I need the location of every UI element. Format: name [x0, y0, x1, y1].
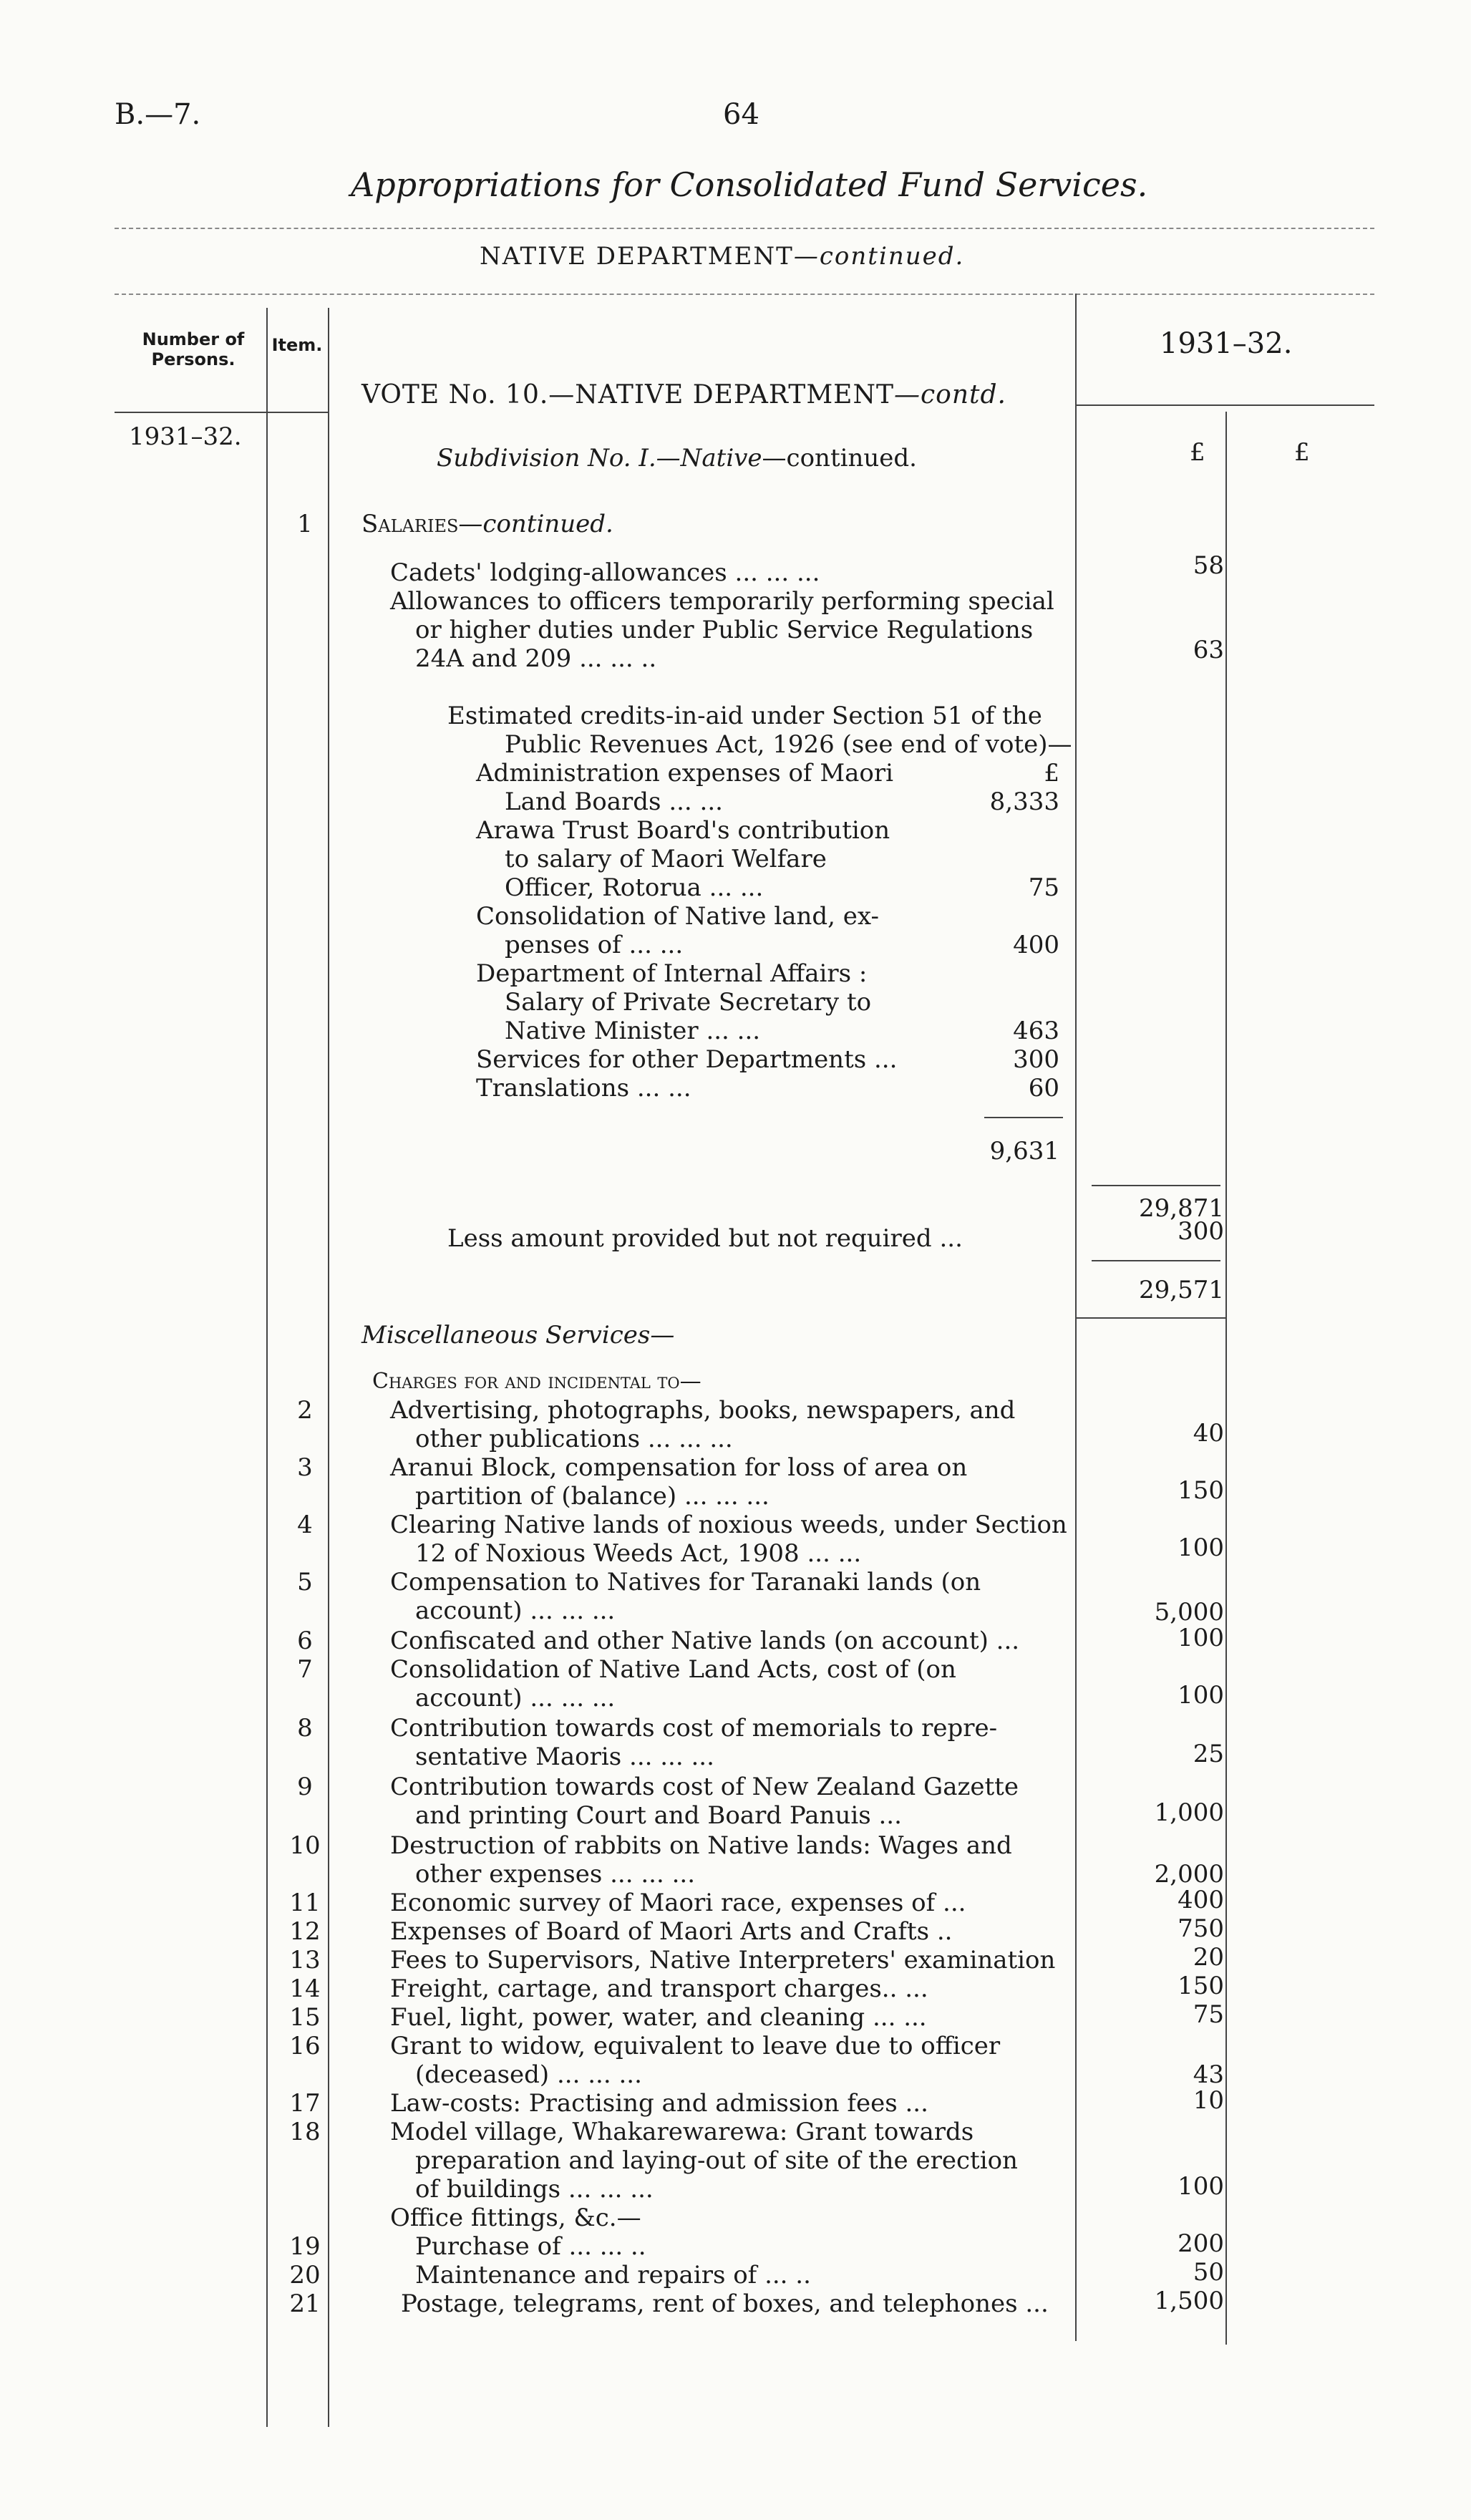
misc-line-16a: Grant to widow, equivalent to leave due to officer [390, 2032, 1001, 2060]
document-reference: B.—7. [115, 98, 201, 131]
salary-line-allowances-2: or higher duties under Public Service Regulations [415, 616, 1034, 644]
subdivision-heading [437, 444, 917, 472]
misc-value-5: 5,000 [1154, 1598, 1224, 1627]
item-number-20: 20 [289, 2261, 321, 2289]
misc-line-12: Expenses of Board of Maori Arts and Crafts .. [390, 1917, 953, 1946]
misc-value-8: 25 [1193, 1740, 1224, 1768]
misc-line-2b: other publications ... ... ... [415, 1425, 733, 1453]
item-number-13: 13 [289, 1946, 321, 1974]
office-line-20: Maintenance and repairs of ... .. [415, 2261, 811, 2289]
item-number-19: 19 [289, 2232, 321, 2261]
misc-value-2: 40 [1193, 1419, 1224, 1448]
item-number-17: 17 [289, 2089, 321, 2118]
subdivision-continued: —continued. [762, 444, 917, 472]
header-number-of-persons: Number of Persons. [142, 329, 245, 369]
credit-line-arawa-1: Arawa Trust Board's contribution [476, 816, 890, 845]
misc-line-9b: and printing Court and Board Panuis ... [415, 1801, 902, 1830]
rule-col-pounds [1225, 412, 1227, 2345]
misc-value-11: 400 [1178, 1886, 1224, 1914]
credit-value-services: 300 [1013, 1045, 1059, 1074]
misc-heading: Miscellaneous Services— [361, 1321, 675, 1349]
item-number-7: 7 [297, 1655, 313, 1684]
misc-line-8a: Contribution towards cost of memorials to repre- [390, 1714, 998, 1743]
misc-value-15: 75 [1193, 2000, 1224, 2029]
page-title: Appropriations for Consolidated Fund Services. [351, 165, 1148, 204]
misc-line-5b: account) ... ... ... [415, 1596, 616, 1625]
misc-line-18a: Model village, Whakarewarewa: Grant towards [390, 2118, 974, 2146]
table-top-rule [115, 294, 1374, 295]
vote-name: VOTE No. 10.—NATIVE DEPARTMENT [361, 380, 894, 410]
salaries-label: Salaries [361, 510, 459, 538]
credit-value-maori-boards: 8,333 [989, 788, 1059, 816]
credit-line-internal-affairs-1: Department of Internal Affairs : [476, 959, 868, 988]
misc-line-18b: preparation and laying-out of site of the erection [415, 2146, 1018, 2175]
pound-sign-col2: £ [1294, 438, 1310, 467]
item-number-16: 16 [289, 2032, 321, 2060]
salary-line-cadets: Cadets' lodging-allowances ... ... ... [390, 558, 820, 587]
credit-line-maori-boards-2: Land Boards ... ... [505, 788, 723, 816]
salary-value-allowances: 63 [1193, 636, 1224, 664]
misc-line-11: Economic survey of Maori race, expenses of ... [390, 1889, 966, 1917]
misc-line-10a: Destruction of rabbits on Native lands: Wages and [390, 1831, 1012, 1860]
vote-continued: —contd. [893, 380, 1006, 410]
item-number-2: 2 [297, 1396, 313, 1425]
misc-value-7: 100 [1178, 1681, 1224, 1710]
credit-line-arawa-2: to salary of Maori Welfare [505, 845, 827, 873]
net-total: 29,571 [1139, 1276, 1224, 1304]
item-number-10: 10 [289, 1831, 321, 1860]
net-top-rule [1092, 1260, 1220, 1261]
persons-year: 1931–32. [129, 422, 242, 451]
misc-line-5a: Compensation to Natives for Taranaki lands (on [390, 1568, 981, 1596]
credit-value-translations: 60 [1028, 1074, 1059, 1102]
salary-line-allowances-1: Allowances to officers temporarily performing special [390, 587, 1054, 616]
pound-sign-col1: £ [1190, 438, 1205, 467]
item-number-21: 21 [289, 2289, 321, 2318]
misc-line-7a: Consolidation of Native Land Acts, cost of (on [390, 1655, 956, 1684]
item-number-5: 5 [297, 1568, 313, 1596]
item-number-1: 1 [297, 510, 313, 538]
misc-value-9: 1,000 [1154, 1798, 1224, 1827]
office-value-19: 200 [1178, 2229, 1224, 2258]
salary-value-cadets: 58 [1193, 551, 1224, 580]
misc-line-16b: (deceased) ... ... ... [415, 2060, 642, 2089]
item-number-14: 14 [289, 1974, 321, 2003]
misc-line-17: Law-costs: Practising and admission fees ... [390, 2089, 928, 2118]
credit-line-services: Services for other Departments ... [476, 1045, 898, 1074]
office-fittings-heading: Office fittings, &c.— [390, 2204, 641, 2232]
less-amount-value: 300 [1178, 1217, 1224, 1246]
rule-year-bottom [1075, 404, 1374, 406]
misc-line-3b: partition of (balance) ... ... ... [415, 1482, 770, 1511]
rule-header-bottom [115, 412, 266, 413]
item-number-18: 18 [289, 2118, 321, 2146]
header-item: Item. [271, 335, 323, 355]
net-bottom-rule [1075, 1317, 1225, 1319]
less-amount-label: Less amount provided but not required ... [447, 1224, 963, 1253]
misc-line-14: Freight, cartage, and transport charges.. ... [390, 1974, 928, 2003]
credits-total-rule [984, 1117, 1063, 1118]
credits-pound-sign: £ [1044, 759, 1059, 788]
salaries-continued: —continued. [458, 510, 613, 538]
misc-line-18c: of buildings ... ... ... [415, 2175, 654, 2204]
misc-line-9a: Contribution towards cost of New Zealand Gazette [390, 1773, 1019, 1801]
item-number-11: 11 [289, 1889, 321, 1917]
misc-value-21: 1,500 [1154, 2287, 1224, 2315]
department-heading [480, 242, 964, 271]
credits-intro-1: Estimated credits-in-aid under Section 51 of the [447, 702, 1042, 730]
salaries-heading [361, 510, 613, 538]
misc-line-3a: Aranui Block, compensation for loss of area on [390, 1453, 968, 1482]
misc-value-4: 100 [1178, 1533, 1224, 1562]
credit-line-internal-affairs-2: Salary of Private Secretary to [505, 988, 872, 1017]
office-line-19: Purchase of ... ... .. [415, 2232, 646, 2261]
misc-line-6a: Confiscated and other Native lands (on account) ... [390, 1627, 1020, 1655]
misc-value-17: 10 [1193, 2086, 1224, 2115]
vote-title [361, 381, 1006, 410]
misc-line-7b: account) ... ... ... [415, 1684, 616, 1712]
credits-intro-2: Public Revenues Act, 1926 (see end of vote)— [505, 730, 1072, 759]
misc-value-13: 20 [1193, 1943, 1224, 1972]
item-number-4: 4 [297, 1511, 313, 1539]
item-number-9: 9 [297, 1773, 313, 1801]
rule-col-persons [266, 308, 268, 2427]
misc-line-21: Postage, telegrams, rent of boxes, and telephones ... [401, 2289, 1049, 2318]
misc-value-3: 150 [1178, 1476, 1224, 1505]
item-number-6: 6 [297, 1627, 313, 1655]
misc-line-8b: sentative Maoris ... ... ... [415, 1743, 714, 1771]
credit-line-arawa-3: Officer, Rotorua ... ... [505, 873, 764, 902]
credit-value-consolidation: 400 [1013, 931, 1059, 959]
credit-value-arawa: 75 [1028, 873, 1059, 902]
header-year: 1931–32. [1160, 327, 1293, 360]
gross-total: 29,871 [1139, 1194, 1224, 1223]
subdivision-label: Subdivision No. I.—Native [437, 444, 762, 472]
misc-value-6: 100 [1178, 1624, 1224, 1652]
office-value-20: 50 [1193, 2258, 1224, 2287]
misc-value-14: 150 [1178, 1972, 1224, 2000]
credit-line-consolidation-1: Consolidation of Native land, ex- [476, 902, 879, 931]
misc-line-10b: other expenses ... ... ... [415, 1860, 695, 1889]
page-number: 64 [723, 98, 759, 131]
misc-value-10: 2,000 [1154, 1860, 1224, 1889]
header-rule [115, 228, 1374, 229]
misc-line-4a: Clearing Native lands of noxious weeds, under Section [390, 1511, 1067, 1539]
charges-heading: Charges for and incidental to— [372, 1369, 701, 1394]
item-number-8: 8 [297, 1714, 313, 1743]
gross-top-rule [1092, 1185, 1220, 1186]
credit-value-internal-affairs: 463 [1013, 1017, 1059, 1045]
misc-value-12: 750 [1178, 1914, 1224, 1943]
credit-line-translations: Translations ... ... [476, 1074, 691, 1102]
item-number-3: 3 [297, 1453, 313, 1482]
misc-line-2a: Advertising, photographs, books, newspapers, and [390, 1396, 1016, 1425]
credit-line-maori-boards-1: Administration expenses of Maori [476, 759, 893, 788]
misc-value-18: 100 [1178, 2172, 1224, 2201]
department-continued: —continued. [793, 242, 965, 271]
credit-line-consolidation-2: penses of ... ... [505, 931, 684, 959]
credits-total: 9,631 [989, 1137, 1059, 1166]
misc-line-4b: 12 of Noxious Weeds Act, 1908 ... ... [415, 1539, 862, 1568]
misc-value-16: 43 [1193, 2060, 1224, 2089]
rule-header-item-bottom [268, 412, 328, 413]
misc-line-15: Fuel, light, power, water, and cleaning ... ... [390, 2003, 927, 2032]
misc-line-13: Fees to Supervisors, Native Interpreters' examination [390, 1946, 1056, 1974]
department-name: NATIVE DEPARTMENT [480, 242, 794, 271]
salary-line-allowances-3: 24A and 209 ... ... .. [415, 644, 657, 673]
credit-line-internal-affairs-3: Native Minister ... ... [505, 1017, 761, 1045]
item-number-15: 15 [289, 2003, 321, 2032]
item-number-12: 12 [289, 1917, 321, 1946]
